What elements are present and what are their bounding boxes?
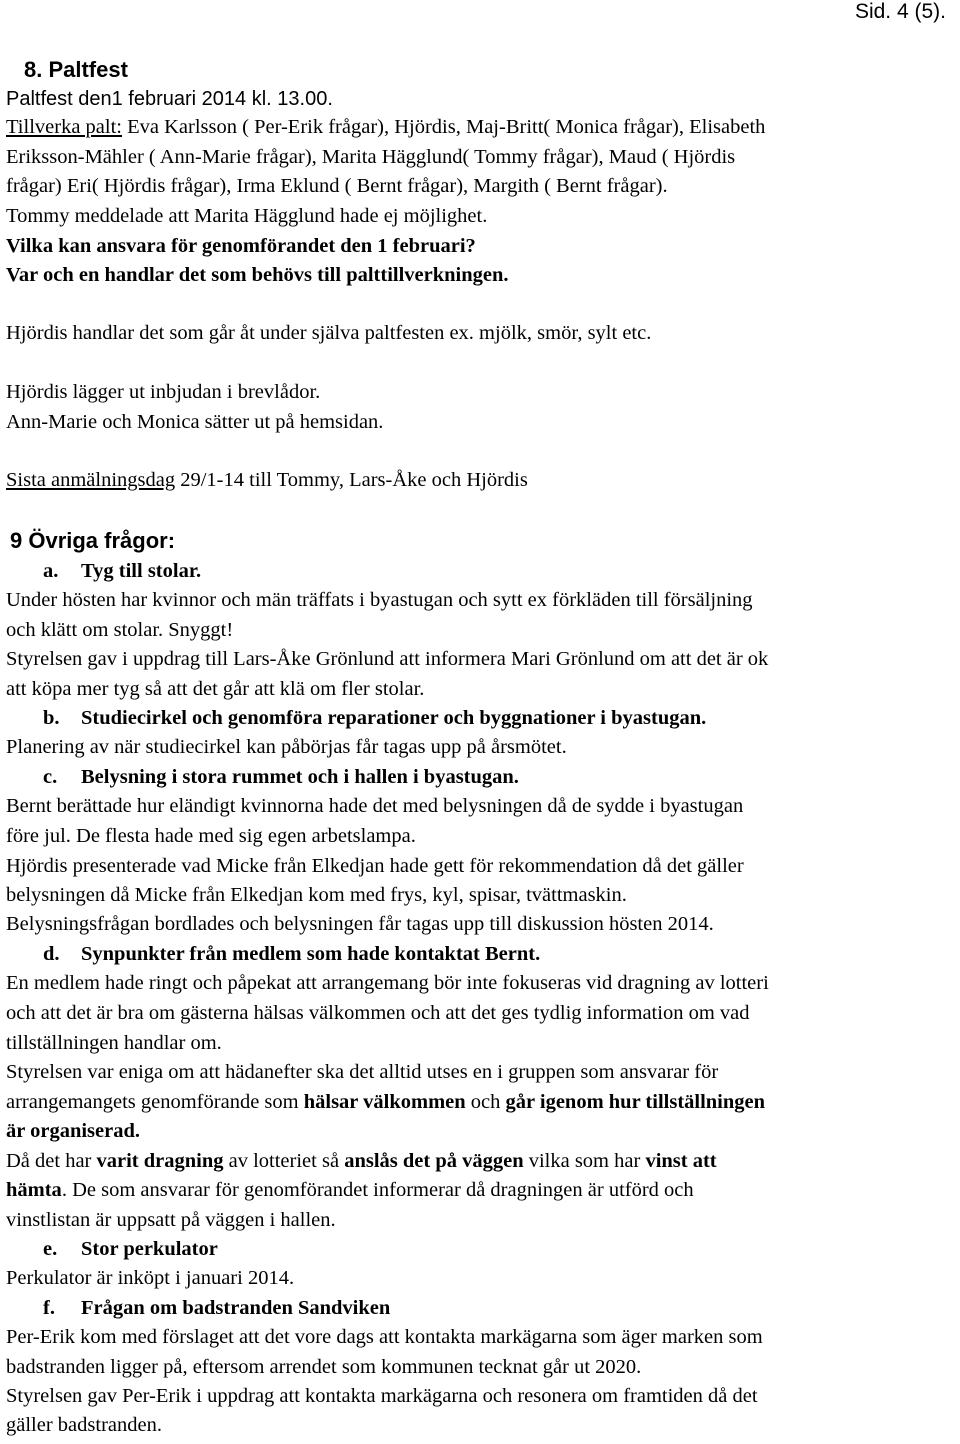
text-line: Ann-Marie och Monica sätter ut på hemsidan. xyxy=(6,411,384,433)
sista-line xyxy=(6,469,528,492)
text-line: tillställningen handlar om. xyxy=(6,1032,222,1054)
text-line: är organiserad. xyxy=(6,1120,141,1142)
text-line: Bernt berättade hur eländigt kvinnorna hade det med belysningen då de sydde i byastugan xyxy=(6,795,744,817)
page-number: Sid. 4 (5). xyxy=(854,0,946,23)
text-line: badstranden ligger på, eftersom arrendet som kommunen tecknat går ut 2020. xyxy=(6,1356,642,1378)
sista-label: Sista anmälningsdag xyxy=(6,469,176,491)
question-line: Vilka kan ansvara för genomförandet den 1 februari? xyxy=(6,235,476,257)
text-line: Hjördis presenterade vad Micke från Elkedjan hade gett för rekommendation då det gäller xyxy=(6,855,744,877)
item-f-heading: f. Frågan om badstranden Sandviken xyxy=(43,1297,391,1319)
tillverka-text: Eva Karlsson ( Per-Erik frågar), Hjördis, Maj-Britt( Monica frågar), Elisabeth xyxy=(121,116,766,138)
text-line: Under hösten har kvinnor och män träffats i byastugan och sytt ex förkläden till försäljning xyxy=(6,589,753,611)
sista-text: 29/1-14 till Tommy, Lars-Åke och Hjördis xyxy=(175,469,528,491)
text-line: hämta. De som ansvarar för genomförandet informerar då dragningen är utförd och xyxy=(6,1179,694,1201)
text-line: Belysningsfrågan bordlades och belysningen får tagas upp till diskussion hösten 2014. xyxy=(6,913,714,935)
text-line: före jul. De flesta hade med sig egen arbetslampa. xyxy=(6,825,416,847)
text-line: Per-Erik kom med förslaget att det vore dags att kontakta markägarna som äger marken som xyxy=(6,1326,763,1348)
text-line: Hjördis lägger ut inbjudan i brevlådor. xyxy=(6,381,321,403)
instruction-line: Var och en handlar det som behövs till palttillverkningen. xyxy=(6,264,509,286)
text-line: att köpa mer tyg så att det går att klä om fler stolar. xyxy=(6,678,425,700)
paltfest-date: Paltfest den1 februari 2014 kl. 13.00. xyxy=(6,88,333,110)
text-line: frågar) Eri( Hjördis frågar), Irma Eklund ( Bernt frågar), Margith ( Bernt frågar). xyxy=(6,175,668,197)
text-line: vinstlistan är uppsatt på väggen i hallen. xyxy=(6,1209,336,1231)
text-line: Styrelsen var eniga om att hädanefter ska det alltid utses en i gruppen som ansvarar för xyxy=(6,1061,719,1083)
section-8-heading: 8. Paltfest xyxy=(24,57,128,82)
text-line: och att det är bra om gästerna hälsas välkommen och att det ges tydlig information om vad xyxy=(6,1002,750,1024)
text-line: gäller badstranden. xyxy=(6,1414,162,1436)
item-c-heading: c. Belysning i stora rummet och i hallen i byastugan. xyxy=(43,766,519,788)
tillverka-line xyxy=(6,116,765,139)
tillverka-label: Tillverka palt: xyxy=(6,116,122,138)
item-d-heading: d. Synpunkter från medlem som hade kontaktat Bernt. xyxy=(43,943,541,965)
text-line: En medlem hade ringt och påpekat att arrangemang bör inte fokuseras vid dragning av lotteri xyxy=(6,972,769,994)
text-line: och klätt om stolar. Snyggt! xyxy=(6,619,234,641)
text-line: belysningen då Micke från Elkedjan kom med frys, kyl, spisar, tvättmaskin. xyxy=(6,884,627,906)
text-line: Planering av när studiecirkel kan påbörjas får tagas upp på årsmötet. xyxy=(6,736,567,758)
text-line: arrangemangets genomförande som hälsar välkommen och går igenom hur tillställningen xyxy=(6,1091,766,1113)
text-line: Styrelsen gav i uppdrag till Lars-Åke Grönlund att informera Mari Grönlund om att det är ok xyxy=(6,648,769,670)
item-a-heading: a. Tyg till stolar. xyxy=(43,560,202,582)
text-line: Eriksson-Mähler ( Ann-Marie frågar), Marita Hägglund( Tommy frågar), Maud ( Hjördis xyxy=(6,146,736,168)
text-line: Perkulator är inköpt i januari 2014. xyxy=(6,1267,295,1289)
text-line: Styrelsen gav Per-Erik i uppdrag att kontakta markägarna och resonera om framtiden då det xyxy=(6,1385,758,1407)
item-e-heading: e. Stor perkulator xyxy=(43,1238,218,1260)
text-line: Tommy meddelade att Marita Hägglund hade ej möjlighet. xyxy=(6,205,488,227)
item-b-heading: b. Studiecirkel och genomföra reparationer och byggnationer i byastugan. xyxy=(43,707,707,729)
text-line: Då det har varit dragning av lotteriet så anslås det på väggen vilka som har vinst att xyxy=(6,1150,717,1172)
text-line: Hjördis handlar det som går åt under själva paltfesten ex. mjölk, smör, sylt etc. xyxy=(6,322,652,344)
section-9-heading: 9 Övriga frågor: xyxy=(10,528,176,553)
